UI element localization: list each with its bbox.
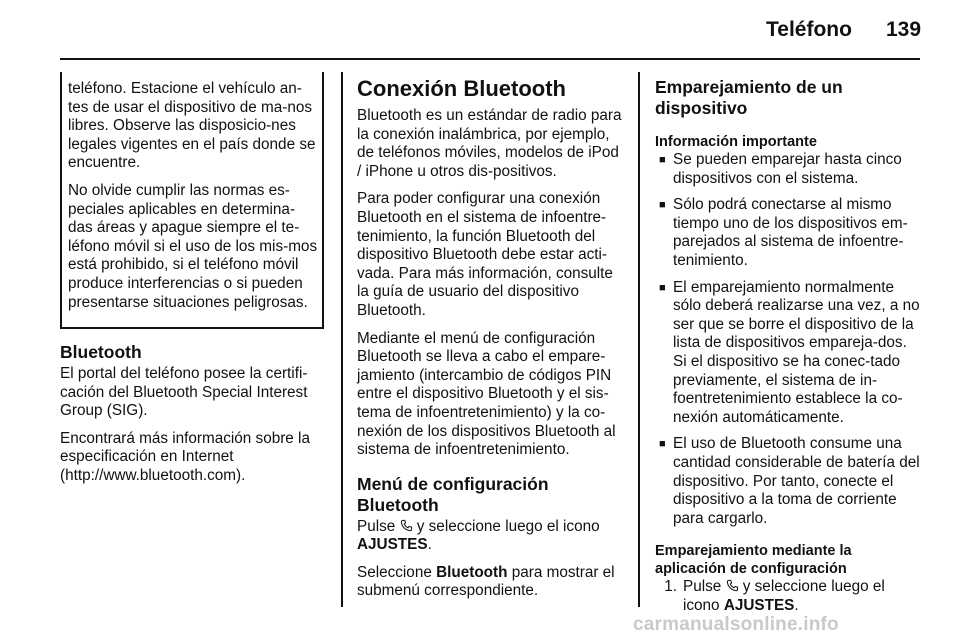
col2-paragraph-1: Bluetooth es un estándar de radio para la conexión inalámbrica, por ejemplo, de teléfonos móviles, modelos de iPod / iPhone u otros dis-positivos.	[357, 107, 622, 180]
text-pulse: Pulse	[683, 578, 726, 596]
page-header-title: Teléfono	[766, 18, 852, 41]
bullet-icon: ■	[659, 154, 666, 166]
config-menu-paragraph-1	[357, 518, 623, 555]
bluetooth-connection-heading: Conexión Bluetooth	[357, 76, 566, 101]
column-2	[357, 75, 623, 610]
ajustes-label: AJUSTES	[723, 596, 795, 614]
step-number: 1.	[664, 578, 677, 596]
text-select-icon: y seleccione luego el icono	[683, 578, 885, 614]
column-divider-2	[638, 72, 640, 607]
header-rule	[60, 58, 920, 60]
page-number: 139	[886, 18, 922, 41]
phone-icon	[726, 579, 739, 592]
watermark: carmanualsonline.info	[633, 614, 839, 635]
bluetooth-label: Bluetooth	[436, 563, 508, 581]
step-1	[655, 578, 921, 615]
bullet-item-4: ■ El uso de Bluetooth consume una cantidad considerable de batería del dispositivo. Por tanto, conecte el dispositivo a la toma de corriente para cargarlo.	[655, 435, 921, 528]
text-select-icon: y seleccione luego el icono	[412, 517, 600, 535]
column-3	[655, 75, 921, 615]
pairing-heading: Emparejamiento de un dispositivo	[655, 77, 843, 118]
bullet-item-3: ■ El emparejamiento normalmente sólo deberá realizarse una vez, a no ser que se borre el dispositivo de la lista de dispositivos empareja-dos. Si el dispositivo se ha conec-tado previamente, el sistema de in-foentretenimiento establece la co-nexión automáticamente.	[655, 279, 921, 428]
bluetooth-section	[60, 342, 326, 495]
app-pairing-heading: Emparejamiento mediante la aplicación de configuración	[655, 543, 852, 578]
col2-paragraph-3: Mediante el menú de configuración Bluetooth se lleva a cabo el empare-jamiento (intercambio de códigos PIN entre el dispositivo Bluetooth y el sis-tema de infoentretenimiento) y la co-nexión de los dispositivos Bluetooth al sistema de infoentretenimiento.	[357, 329, 616, 459]
bullet-icon: ■	[659, 281, 666, 294]
text-submenu: para mostrar el submenú correspondiente.	[357, 563, 615, 600]
warning-paragraph-1: teléfono. Estacione el vehículo an-tes de usar el dispositivo de ma-nos libres. Observe las disposicio-nes legales vigentes en el país donde se encuentre.	[68, 80, 316, 172]
text-seleccione: Seleccione	[357, 563, 437, 581]
config-menu-paragraph-2	[357, 564, 623, 601]
bluetooth-paragraph-1: El portal del teléfono posee la certifi-cación del Bluetooth Special Interest Group (SIG).	[60, 365, 308, 420]
bullet-icon: ■	[659, 199, 666, 212]
warning-paragraph-2: No olvide cumplir las normas es-peciales aplicables en determina-das áreas y apague siempre el te-léfono móvil si el uso de los mis-mos está prohibido, si el teléfono móvil produce interferencias o si pueden presentarse situaciones peligrosas.	[68, 181, 318, 311]
bullet-item-1: ■ Se pueden emparejar hasta cinco dispositivos con el sistema.	[655, 151, 921, 188]
bullet-icon: ■	[659, 438, 666, 451]
config-menu-heading: Menú de configuración Bluetooth	[357, 473, 549, 515]
text-period: .	[794, 596, 799, 614]
bluetooth-paragraph-2: Encontrará más información sobre la especificación en Internet (http://www.bluetooth.com).	[60, 429, 310, 484]
bluetooth-heading: Bluetooth	[60, 342, 142, 362]
text-pulse: Pulse	[357, 517, 400, 535]
ajustes-label: AJUSTES	[357, 536, 428, 554]
warning-box	[60, 72, 324, 329]
column-divider-1	[341, 72, 343, 607]
phone-icon	[400, 519, 413, 532]
important-info-heading: Información importante	[655, 134, 817, 150]
text-period: .	[427, 536, 432, 554]
col2-paragraph-2: Para poder configurar una conexión Bluetooth en el sistema de infoentre-tenimiento, la función Bluetooth del dispositivo Bluetooth debe estar acti-vada. Para más información, consulte la guía de usuario del dispositivo Bluetooth.	[357, 190, 613, 319]
bullet-item-2: ■ Sólo podrá conectarse al mismo tiempo uno de los dispositivos em-parejados al sistema de infoentre-tenimiento.	[655, 196, 921, 270]
